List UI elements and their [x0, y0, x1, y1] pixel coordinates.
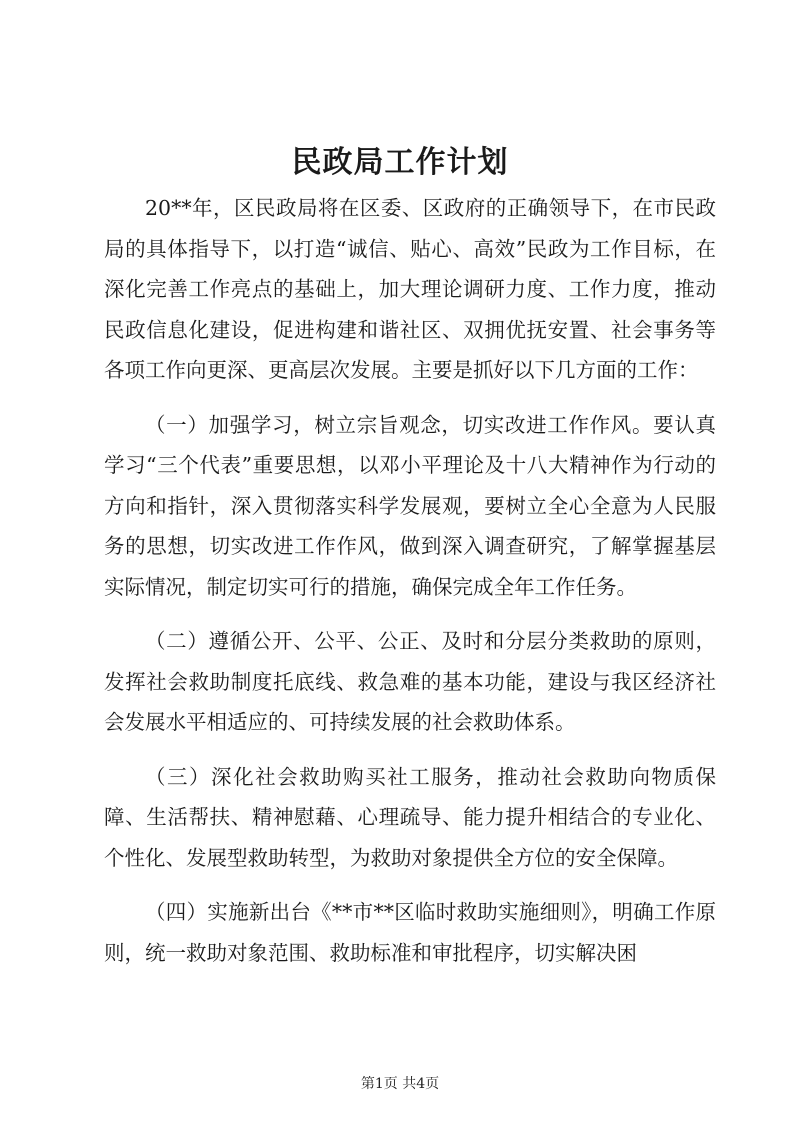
- paragraph-intro: 20**年，区民政局将在区委、区政府的正确领导下，在市民政局的具体指导下，以打造“诚信、贴心、高效”民政为工作目标，在深化完善工作亮点的基础上，加大理论调研力度、工作力度，推动民政信息化建设，促进构建和谐社区、双拥优抚安置、社会事务等各项工作向更深、更高层次发展。主要是抓好以下几方面的工作：: [104, 196, 716, 382]
- paragraph-section-2: （二）遵循公开、公平、公正、及时和分层分类救助的原则，发挥社会救助制度托底线、救急难的基本功能，建设与我区经济社会发展水平相适应的、可持续发展的社会救助体系。: [104, 629, 716, 734]
- paragraph-section-1: （一）加强学习，树立宗旨观念，切实改进工作作风。要认真学习“三个代表”重要思想，以邓小平理论及十八大精神作为行动的方向和指针，深入贯彻落实科学发展观，要树立全心全意为人民服务的思想，切实改进工作作风，做到深入调查研究，了解掌握基层实际情况，制定切实可行的措施，确保完成全年工作任务。: [104, 412, 716, 599]
- document-title: 民政局工作计划: [291, 145, 509, 180]
- paragraph-section-4: （四）实施新出台《**市**区临时救助实施细则》，明确工作原则，统一救助对象范围、救助标准和审批程序，切实解决困: [104, 900, 716, 965]
- page-number-footer: 第1页 共4页: [360, 1076, 440, 1092]
- paragraph-section-3: （三）深化社会救助购买社工服务，推动社会救助向物质保障、生活帮扶、精神慰藉、心理疏导、能力提升相结合的专业化、个性化、发展型救助转型，为救助对象提供全方位的安全保障。: [104, 764, 716, 870]
- document-body: [104, 188, 716, 987]
